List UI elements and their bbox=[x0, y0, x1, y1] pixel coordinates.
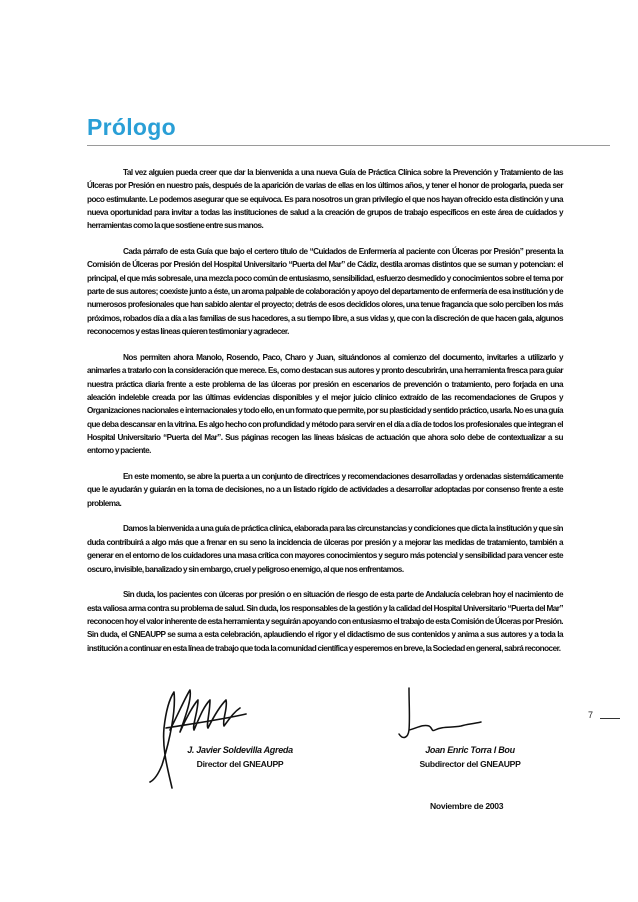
signature-soldevilla bbox=[140, 670, 250, 790]
signatory-role: Subdirector del GNEAUPP bbox=[419, 759, 521, 769]
paragraph-2: Cada párrafo de esta Guía que bajo el certero título de “Cuidados de Enfermería al paciente con Úlceras por Presión” presenta la Comisión de Úlceras por Presión del Hospital Universitario “Puerta del Mar” de Cádiz, destila aromas distintos que se suman y potencian: el principal, el que más sobresale, una mezcla poco común de entusiasmo, sensibilidad, esfuerzo desmedido y conocimientos sobre el tema por parte de sus autores; coexiste junto a éste, un aroma palpable de colaboración y apoyo del departamento de enfermería de esa institución y de numerosos profesionales que han sabido alentar el proyecto; detrás de esos decididos olores, una tenue fragancia que solo perciben los más próximos, robados día a día a las familias de sus hacedores, a su tiempo libre, a sus vidas y, que con la discreción de que hacen gala, algunos reconocemos y estas líneas quieren testimoniar y agradecer. bbox=[87, 247, 563, 337]
page-number-rule bbox=[600, 718, 620, 719]
paragraph-1: Tal vez alguien pueda creer que dar la bienvenida a una nueva Guía de Práctica Clínica sobre la Prevención y Tratamiento de las Úlceras por Presión en nuestro país, después de la aparición de varias de ellas en los últimos años, y tener el honor de prologarla, pueda ser poco estimulante. Le podemos asegurar que se equivoca. Es para nosotros un gran privilegio el que nos hayan ofrecido esta distinción y una nueva oportunidad para invitar a todas las instituciones de salud a la creación de grupos de trabajo específicos en este área de cuidados y herramientas como la que sostiene entre sus manos. bbox=[87, 168, 563, 231]
page-number: 7 bbox=[588, 710, 594, 720]
signatory-block-2 bbox=[415, 743, 525, 771]
signatory-name: Joan Enric Torra I Bou bbox=[425, 745, 515, 755]
paragraph-4: En este momento, se abre la puerta a un conjunto de directrices y recomendaciones desarrolladas y ordenadas sistemáticamente que le ayudarán y guiarán en la toma de decisiones, no a un listado rígido de actividades a desarrollar adoptadas por consenso frente a este problema. bbox=[87, 472, 563, 508]
paragraph-5: Damos la bienvenida a una guía de práctica clínica, elaborada para las circunstancias y condiciones que dicta la institución y que sin duda contribuirá a algo más que a frenar en su seno la incidencia de úlceras por presión y a mejorar las medidas de tratamiento, también a generar en el entorno de los cuidadores una masa crítica con mayores conocimientos y seguro más potencial y sensibilidad para vencer este oscuro, invisible, banalizado y sin embargo, cruel y peligroso enemigo, al que nos enfrentamos. bbox=[87, 524, 563, 574]
signatory-role: Director del GNEAUPP bbox=[196, 759, 284, 769]
signatory-block-1 bbox=[180, 743, 300, 771]
prologue-body bbox=[87, 166, 563, 667]
document-date: Noviembre de 2003 bbox=[430, 801, 504, 811]
title-rule bbox=[87, 145, 610, 146]
signatory-name: J. Javier Soldevilla Agreda bbox=[187, 745, 293, 755]
page-title: Prólogo bbox=[87, 114, 176, 140]
paragraph-6: Sin duda, los pacientes con úlceras por presión o en situación de riesgo de esta parte de Andalucía celebran hoy el nacimiento de esta valiosa arma contra su problema de salud. Sin duda, los responsables de la gestión y la calidad del Hospital Universitario “Puerta del Mar” reconocen hoy el valor inherente de esta herramienta y seguirán apoyando con entusiasmo el trabajo de esta Comisión de Úlceras por Presión. Sin duda, el GNEAUPP se suma a esta celebración, aplaudiendo el rigor y el didactismo de sus contenidos y anima a sus autores y a toda la institución a continuar en esta línea de trabajo que toda la comunidad científica y esperemos en breve, la Sociedad en general, sabrá reconocer. bbox=[87, 590, 563, 653]
paragraph-3: Nos permiten ahora Manolo, Rosendo, Paco, Charo y Juan, situándonos al comienzo del documento, invitarles a utilizarlo y animarles a tratarlo con la consideración que merece. Es, como destacan sus autores y pronto descubrirán, una herramienta fresca para guiar nuestra práctica diaria frente a este problema de las úlceras por presión en escenarios de prevención o tratamiento, pero forjada en una aleación indeleble creada por las últimas evidencias disponibles y el mejor juicio clínico extraído de las recomendaciones de Grupos y Organizaciones nacionales e internacionales y todo ello, en un formato que permite, por su plasticidad y sentido práctico, usarla. No es una guía que deba descansar en la vitrina. Es algo hecho con profundidad y método para servir en el día a día de todos los profesionales que integran el Hospital Universitario “Puerta del Mar”. Sus páginas recogen las líneas básicas de actuación que ahora solo debe de contextualizar a su entorno y paciente. bbox=[87, 352, 563, 456]
signature-torra bbox=[395, 686, 485, 746]
